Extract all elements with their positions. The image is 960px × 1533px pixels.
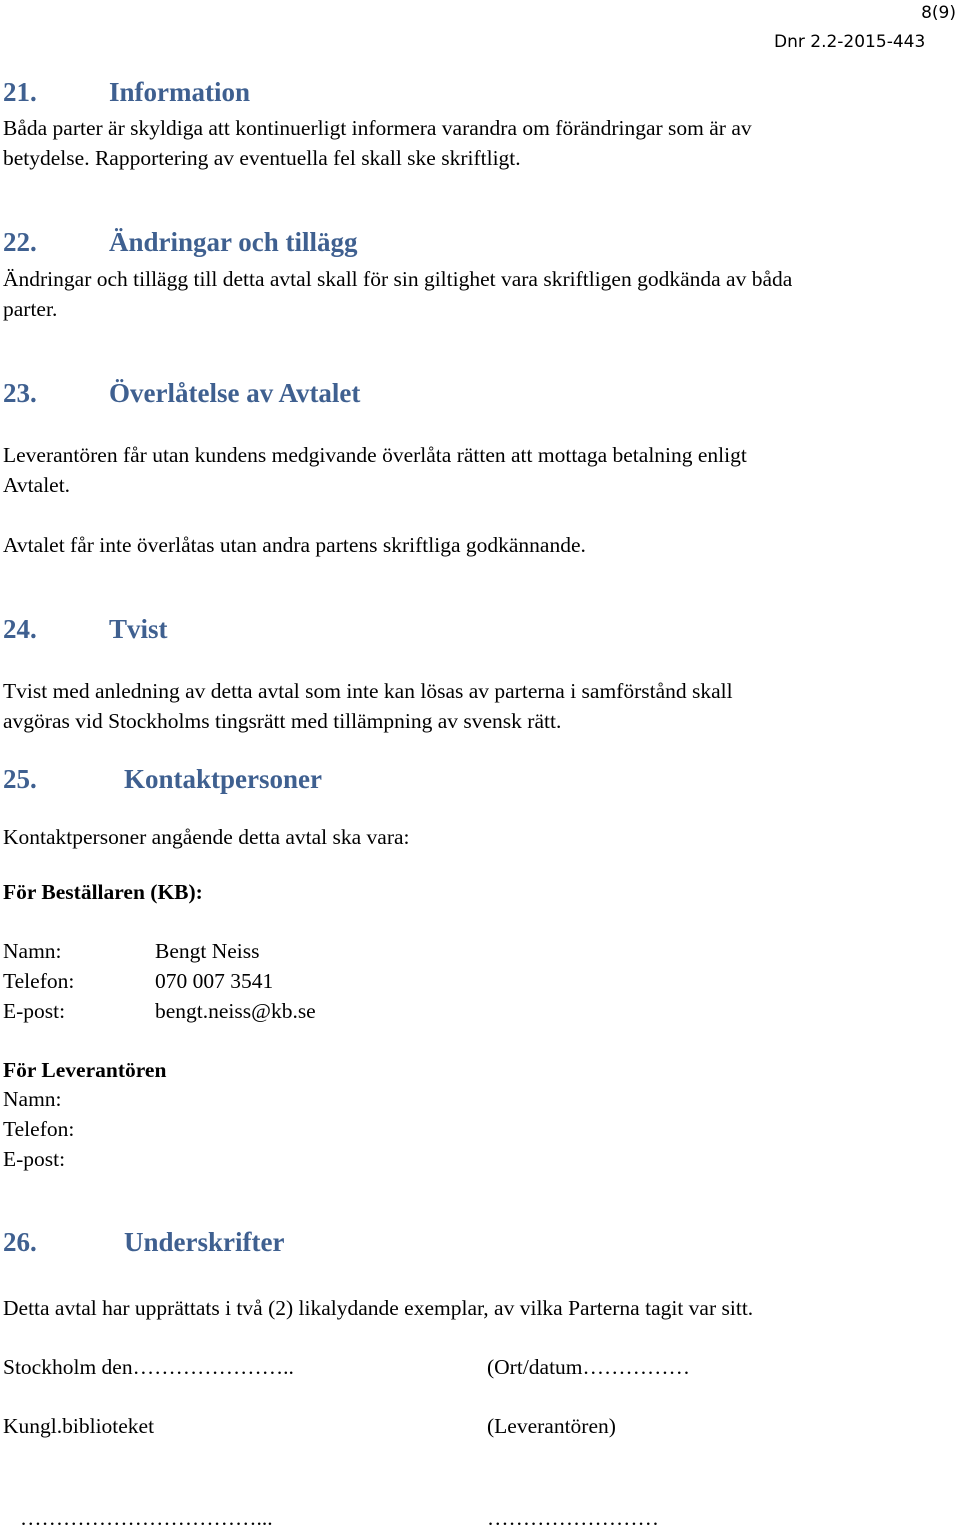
name-label: Namn: xyxy=(3,939,62,963)
paragraph-line: Avtalet får inte överlåtas utan andra partens skriftliga godkännande. xyxy=(3,533,586,557)
paragraph-line: Leverantören får utan kundens medgivande överlåta rätten att mottaga betalning enligt xyxy=(3,443,747,467)
signature-line-right: …………………… xyxy=(487,1506,659,1530)
paragraph-line: Båda parter är skyldiga att kontinuerligt informera varandra om förändringar som är av xyxy=(3,116,752,140)
kb-contact-heading: För Beställaren (KB): xyxy=(3,880,203,904)
paragraph-line: Detta avtal har upprättats i två (2) likalydande exemplar, av vilka Parterna tagit var sitt. xyxy=(3,1296,754,1320)
signature-party-right: (Leverantören) xyxy=(487,1414,616,1438)
section-number: 22. xyxy=(3,227,37,257)
page-number: 8(9) xyxy=(921,3,956,23)
paragraph-line: Ändringar och tillägg till detta avtal skall för sin giltighet vara skriftligen godkända av båda xyxy=(3,267,793,291)
section-title: Överlåtelse av Avtalet xyxy=(109,378,361,408)
signature-line-left: ……………………………... xyxy=(20,1506,273,1530)
reference-number: Dnr 2.2-2015-443 xyxy=(774,32,926,52)
paragraph-line: avgöras vid Stockholms tingsrätt med tillämpning av svensk rätt. xyxy=(3,709,562,733)
section-number: 24. xyxy=(3,614,37,644)
signature-place-left: Stockholm den………………….. xyxy=(3,1355,294,1379)
section-21-heading xyxy=(3,75,603,109)
section-title: Kontaktpersoner xyxy=(124,764,322,794)
supplier-name-label: Namn: xyxy=(3,1087,62,1111)
kb-name-row xyxy=(3,936,503,966)
section-title: Tvist xyxy=(109,614,168,644)
section-title: Information xyxy=(109,77,250,107)
email-value: bengt.neiss@kb.se xyxy=(155,999,316,1023)
section-number: 25. xyxy=(3,764,37,794)
supplier-contact-heading: För Leverantören xyxy=(3,1058,167,1082)
paragraph-line: Tvist med anledning av detta avtal som inte kan lösas av parterna i samförstånd skall xyxy=(3,679,733,703)
section-22-heading xyxy=(3,225,603,259)
section-23-heading xyxy=(3,376,603,410)
supplier-email-label: E-post: xyxy=(3,1147,66,1171)
kb-email-row xyxy=(3,996,503,1026)
paragraph-line: Avtalet. xyxy=(3,473,71,497)
section-24-heading xyxy=(3,612,603,646)
supplier-phone-label: Telefon: xyxy=(3,1117,75,1141)
signature-place-right: (Ort/datum…………… xyxy=(487,1355,691,1379)
email-label: E-post: xyxy=(3,999,66,1023)
paragraph-line: betydelse. Rapportering av eventuella fel skall ske skriftligt. xyxy=(3,146,521,170)
section-number: 21. xyxy=(3,77,37,107)
section-number: 26. xyxy=(3,1227,37,1257)
section-title: Underskrifter xyxy=(124,1227,285,1257)
paragraph-line: Kontaktpersoner angående detta avtal ska vara: xyxy=(3,825,410,849)
paragraph-line: parter. xyxy=(3,297,58,321)
section-number: 23. xyxy=(3,378,37,408)
section-title: Ändringar och tillägg xyxy=(109,227,358,257)
section-25-heading xyxy=(3,762,603,796)
signature-party-left: Kungl.biblioteket xyxy=(3,1414,155,1438)
phone-label: Telefon: xyxy=(3,969,75,993)
phone-value: 070 007 3541 xyxy=(155,969,274,993)
kb-phone-row xyxy=(3,966,503,996)
name-value: Bengt Neiss xyxy=(155,939,260,963)
section-26-heading xyxy=(3,1225,603,1259)
